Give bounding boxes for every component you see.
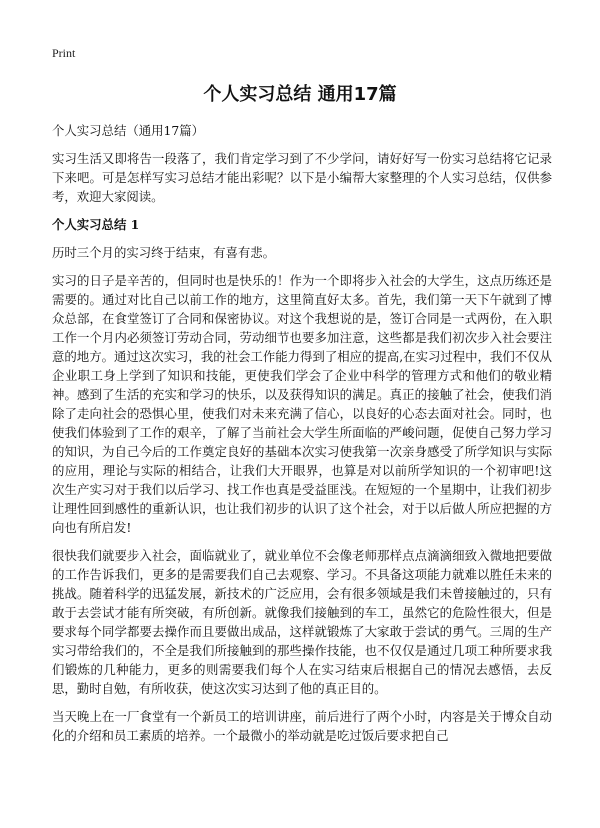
print-link[interactable]: Print bbox=[52, 46, 76, 60]
body-paragraph-4: 当天晚上在一厂食堂有一个新员工的培训讲座，前后进行了两个小时，内容是关于博众自动化的介绍和员工素质的培养。一个最微小的举动就是吃过饭后要求把自己 bbox=[52, 709, 552, 743]
body-paragraph-1: 历时三个月的实习终于结束，有喜有悲。 bbox=[52, 245, 276, 260]
intro-paragraph: 实习生活又即将告一段落了，我们肯定学习到了不少学问，请好好写一份实习总结将它记录下来吧。可是怎样写实习总结才能出彩呢？以下是小编帮大家整理的个人实习总结，仅供参考，欢迎大家阅读。 bbox=[52, 151, 552, 204]
body-paragraph-3: 很快我们就要步入社会，面临就业了，就业单位不会像老师那样点点滴滴细致入微地把要做的工作告诉我们，更多的是需要我们自己去观察、学习。不具备这项能力就难以胜任未来的挑战。随着科学的迅猛发展，新技术的广泛应用，会有很多领域是我们未曾接触过的，只有敢于去尝试才能有所突破，有所创新。就像我们接触到的车工，虽然它的危险性很大，但是要求每个同学都要去操作而且要做出成品，这样就锻炼了大家敢于尝试的勇气。三周的生产实习带给我们的，不全是我们所接触到的那些操作技能，也不仅仅是通过几项工种所要求我们锻炼的几种能力，更多的则需要我们每个人在实习结束后根据自己的情况去感悟，去反思，勤时自勉，有所收获，使这次实习达到了他的真正目的。 bbox=[52, 548, 552, 696]
document-subtitle: 个人实习总结（通用17篇） bbox=[52, 123, 205, 138]
page-title: 个人实习总结 通用17篇 bbox=[203, 84, 397, 105]
document-body bbox=[52, 121, 552, 754]
section-heading: 个人实习总结 1 bbox=[52, 217, 140, 232]
body-paragraph-2: 实习的日子是辛苦的，但同时也是快乐的！作为一个即将步入社会的大学生，这点历练还是需要的。通过对比自己以前工作的地方，这里简直好太多。首先，我们第一天下午就到了博众总部，在食堂签订了合同和保密协议。对这个我想说的是，签订合同是一式两份，在入职工作一个月内必须签订劳动合同，劳动细节也要多加注意，这些都是我们初次步入社会要注意的地方。通过这次实习，我的社会工作能力得到了相应的提高,在实习过程中，我们不仅从企业职工身上学到了知识和技能，更使我们学会了企业中科学的管理方式和他们的敬业精神。感到了生活的充实和学习的快乐，以及获得知识的满足。真正的接触了社会，使我们消除了走向社会的恐惧心里，使我们对未来充满了信心，以良好的心态去面对社会。同时，也使我们体验到了工作的艰辛，了解了当前社会大学生所面临的严峻问题，促使自己努力学习的知识，为自己今后的工作奠定良好的基础本次实习使我第一次亲身感受了所学知识与实际的应用，理论与实际的相结合，让我们大开眼界，也算是对以前所学知识的一个初审吧!这次生产实习对于我们以后学习、找工作也真是受益匪浅。在短短的一个星期中，让我们初步让理性回到感性的重新认识，也让我们初步的认识了这个社会，对于以后做人所应把握的方向也有所启发! bbox=[52, 273, 552, 535]
